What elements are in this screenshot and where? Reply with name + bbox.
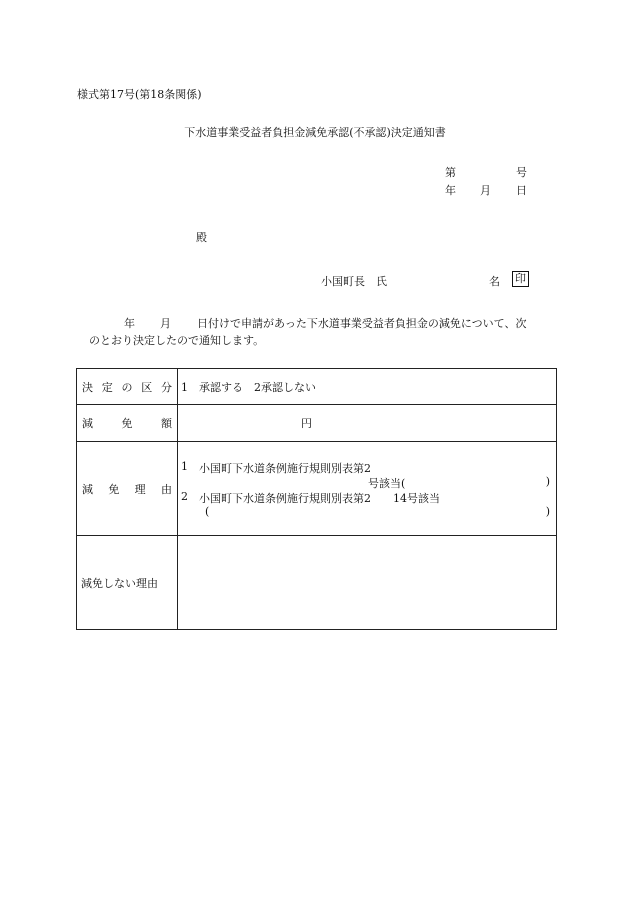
label-char: 額	[161, 417, 172, 430]
table-row-decision	[77, 369, 557, 405]
yen-unit: 円	[301, 417, 312, 430]
body-month-label: 月	[160, 317, 171, 330]
reduction-reason-value[interactable]	[178, 442, 557, 536]
reduction-amount-label	[77, 405, 178, 442]
document-title: 下水道事業受益者負担金減免承認(不承認)決定通知書	[184, 126, 446, 139]
reason-item1-suffix: 号該当(	[368, 477, 406, 490]
decision-category-value[interactable]	[178, 369, 557, 405]
body-text-line2: のとおり決定したので通知します。	[89, 334, 265, 347]
label-char: 免	[121, 417, 133, 430]
seal-mark: 印	[512, 271, 529, 287]
number-dai-label: 第	[445, 166, 456, 179]
reduction-amount-value[interactable]	[178, 405, 557, 442]
issuer-title: 小国町長 氏	[321, 275, 387, 288]
reason-item2-open-paren: (	[205, 505, 210, 518]
non-reduction-reason-text: 減免しない理由	[81, 576, 158, 590]
decision-table	[76, 368, 557, 630]
addressee-suffix: 殿	[196, 231, 207, 244]
table-row-amount	[77, 405, 557, 442]
body-text-line1: 日付けで申請があった下水道事業受益者負担金の減免について、次	[197, 317, 527, 330]
form-number-label: 様式第17号(第18条関係)	[77, 88, 202, 101]
reason-item2-number: 2	[181, 490, 188, 503]
date-year-label: 年	[445, 184, 456, 197]
reason-item1-number: 1	[181, 460, 188, 473]
table-row-reason	[77, 442, 557, 536]
label-char: 由	[160, 482, 172, 496]
reason-item2-text: 小国町下水道条例施行規則別表第2 14号該当	[199, 492, 440, 505]
table-row-nonreduction	[77, 536, 557, 630]
label-char: 決	[82, 380, 93, 394]
reason-item1-close-paren: )	[545, 475, 550, 488]
label-char: 理	[134, 482, 146, 496]
reason-item2-close-paren: )	[545, 505, 550, 518]
label-char: 分	[161, 380, 172, 394]
non-reduction-reason-label	[77, 536, 178, 630]
label-char: の	[121, 380, 133, 394]
body-year-label: 年	[124, 317, 135, 330]
number-go-label: 号	[516, 166, 527, 179]
issuer-name-label: 名	[489, 275, 500, 288]
reason-item1-text: 小国町下水道条例施行規則別表第2	[199, 462, 371, 475]
decision-options: 1 承認する 2承認しない	[181, 380, 316, 394]
label-char: 定	[101, 380, 113, 394]
label-char: 免	[108, 482, 120, 496]
decision-category-label	[77, 369, 178, 405]
label-char: 減	[82, 417, 93, 430]
label-char: 減	[82, 482, 93, 496]
date-month-label: 月	[480, 184, 491, 197]
non-reduction-reason-value[interactable]	[178, 536, 557, 630]
reduction-reason-label	[77, 442, 178, 536]
date-day-label: 日	[516, 184, 527, 197]
label-char: 区	[141, 380, 153, 394]
